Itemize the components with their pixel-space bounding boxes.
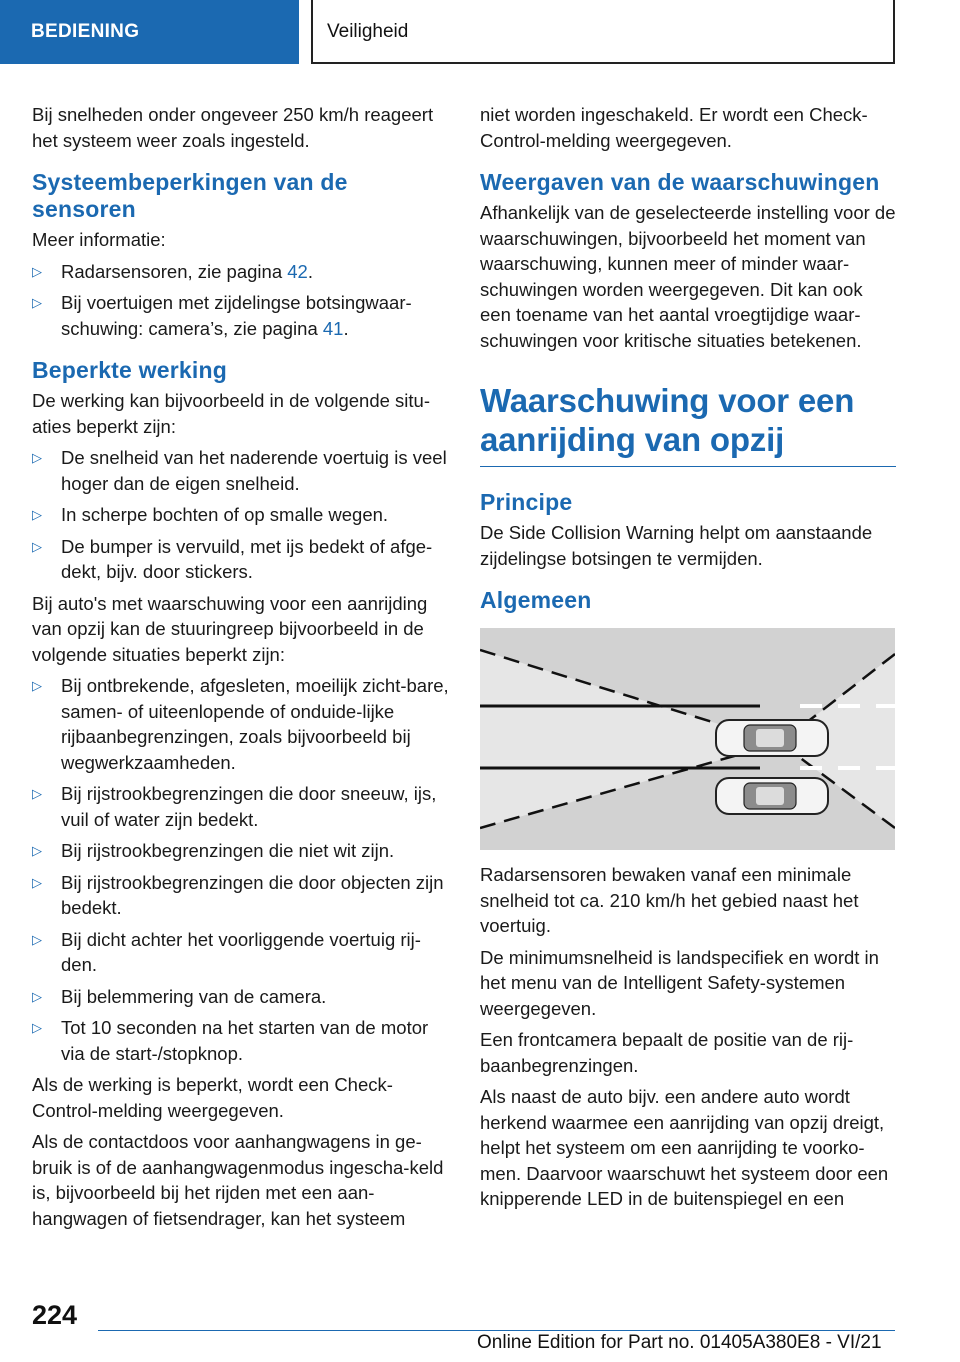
list-item-text: In scherpe bochten of op smalle wegen. bbox=[61, 504, 389, 525]
sensors-heading: Systeembeperkingen van de sensoren bbox=[32, 169, 348, 222]
triangle-bullet-icon: ▷ bbox=[32, 538, 42, 554]
list-item-text: Radarsensoren, zie pagina bbox=[61, 260, 288, 282]
footer-divider bbox=[98, 1330, 895, 1331]
limited-heading: Beperkte werking bbox=[32, 357, 227, 383]
list-item-text: Bij dicht achter het voorliggende voertuig rij-den. bbox=[61, 928, 421, 975]
section-title: Veiligheid bbox=[311, 0, 895, 64]
list-item bbox=[32, 984, 450, 1010]
limited-list-2 bbox=[32, 673, 450, 1066]
general-p2: De minimumsnelheid is landspecifiek en wordt in het menu van de Intelligent Safety-systemen weergegeven. bbox=[480, 946, 879, 1019]
list-item-text: Bij rijstrookbegrenzingen die niet wit zijn. bbox=[61, 840, 395, 861]
list-item bbox=[32, 927, 450, 978]
list-item bbox=[32, 259, 450, 285]
intro-paragraph: Bij snelheden onder ongeveer 250 km/h reageert het systeem weer zoals ingesteld. bbox=[32, 104, 434, 151]
page-reference-link[interactable]: 41 bbox=[322, 317, 344, 339]
list-item-text: De snelheid van het naderende voertuig is veel hoger dan de eigen snelheid. bbox=[61, 447, 447, 494]
triangle-bullet-icon: ▷ bbox=[32, 295, 42, 310]
left-column bbox=[32, 102, 450, 1237]
sensors-list bbox=[32, 259, 450, 342]
triangle-bullet-icon: ▷ bbox=[32, 1020, 42, 1035]
list-item bbox=[32, 781, 450, 832]
triangle-bullet-icon: ▷ bbox=[32, 843, 42, 858]
list-item-suffix: . bbox=[343, 317, 349, 339]
triangle-bullet-icon: ▷ bbox=[32, 507, 42, 522]
list-item bbox=[32, 838, 450, 864]
right-column bbox=[480, 102, 896, 1218]
general-heading: Algemeen bbox=[480, 587, 592, 613]
list-item bbox=[32, 290, 450, 341]
side-collision-diagram bbox=[480, 628, 895, 850]
triangle-bullet-icon: ▷ bbox=[32, 678, 42, 693]
limited-intro: De werking kan bijvoorbeeld in de volgende situ-aties beperkt zijn: bbox=[32, 390, 430, 437]
limited-list bbox=[32, 445, 450, 585]
general-p1: Radarsensoren bewaken vanaf een minimale snelheid tot ca. 210 km/h het gebied naast het voertuig. bbox=[480, 864, 859, 936]
limited-intro-2: Bij auto's met waarschuwing voor een aanrijding van opzij kan de stuuringreep bijvoorbeeld in de volgende situaties beperkt zijn: bbox=[32, 592, 428, 665]
list-item bbox=[32, 502, 450, 528]
list-item-text: Bij voertuigen met zijdelingse botsingwaar-schuwing: camera’s, zie pagina bbox=[61, 292, 412, 339]
list-item bbox=[32, 534, 450, 585]
list-item-text: Tot 10 seconden na het starten van de motor via de start-/stopknop. bbox=[61, 1017, 429, 1064]
triangle-bullet-icon: ▷ bbox=[32, 450, 42, 465]
list-item-text: Bij rijstrookbegrenzingen die door objecten zijn bedekt. bbox=[61, 871, 444, 918]
general-p4: Als naast de auto bijv. een andere auto wordt herkend waarmee een aanrijding van opzij dreigt, helpt het systeem om een aanrijding te voorko-men. Daarvoor waarschuwt het systeem door een knipperende LED in de buitenspiegel en een bbox=[480, 1086, 889, 1209]
triangle-bullet-icon: ▷ bbox=[32, 263, 42, 279]
list-item bbox=[32, 870, 450, 921]
limited-outro-2: Als de contactdoos voor aanhangwagens in ge-bruik is of de aanhangwagenmodus ingescha-keld is, bijvoorbeeld bij het rijden met een aan-hangwagen of fietsendrager, kan het systeem bbox=[32, 1131, 444, 1229]
sensors-intro: Meer informatie: bbox=[32, 229, 166, 250]
list-item-suffix: . bbox=[307, 260, 313, 282]
display-text: Afhankelijk van de geselecteerde instelling voor de waarschuwingen, bijvoorbeeld het moment van waarschuwing, kunnen meer of minder waar-schuwingen worden weergegeven. Dit kan ook een toename van het aantal vroegtijdige waar-schuwingen voor kritische situaties betekenen. bbox=[480, 202, 896, 351]
continuation-paragraph: niet worden ingeschakeld. Er wordt een Check-Control-melding weergegeven. bbox=[480, 104, 868, 151]
principle-text: De Side Collision Warning helpt om aanstaande zijdelingse botsingen te vermijden. bbox=[480, 522, 873, 569]
limited-outro-1: Als de werking is beperkt, wordt een Check-Control-melding weergegeven. bbox=[32, 1074, 393, 1121]
other-car-icon bbox=[716, 778, 828, 814]
list-item bbox=[32, 673, 450, 775]
list-item-text: Bij ontbrekende, afgesleten, moeilijk zicht-bare, samen- of uiteenlopende of onduide-lijke rijbaanbegrenzingen, zoals bijvoorbeeld bij wegwerkzaamheden. bbox=[61, 675, 449, 773]
display-heading: Weergaven van de waarschuwingen bbox=[480, 169, 880, 195]
triangle-bullet-icon: ▷ bbox=[32, 874, 42, 890]
page-number: 224 bbox=[32, 1300, 78, 1330]
principle-heading: Principe bbox=[480, 489, 573, 515]
chapter-tab: BEDIENING bbox=[0, 0, 299, 64]
list-item bbox=[32, 1015, 450, 1066]
list-item-text: De bumper is vervuild, met ijs bedekt of afge-dekt, bijv. door stickers. bbox=[61, 535, 433, 582]
list-item bbox=[32, 445, 450, 496]
main-heading: Waarschuwing voor een aanrijding van opzij bbox=[480, 381, 896, 467]
triangle-bullet-icon: ▷ bbox=[32, 931, 42, 947]
triangle-bullet-icon: ▷ bbox=[32, 786, 42, 801]
general-p3: Een frontcamera bepaalt de positie van de rij-baanbegrenzingen. bbox=[480, 1029, 854, 1076]
page-reference-link[interactable]: 42 bbox=[287, 260, 308, 282]
own-car-icon bbox=[716, 720, 828, 756]
list-item-text: Bij belemmering van de camera. bbox=[61, 985, 327, 1007]
triangle-bullet-icon: ▷ bbox=[32, 988, 42, 1004]
list-item-text: Bij rijstrookbegrenzingen die door sneeuw, ijs, vuil of water zijn bedekt. bbox=[61, 783, 437, 830]
footer-edition: Online Edition for Part no. 01405A380E8 - VI/21 bbox=[477, 1332, 882, 1353]
